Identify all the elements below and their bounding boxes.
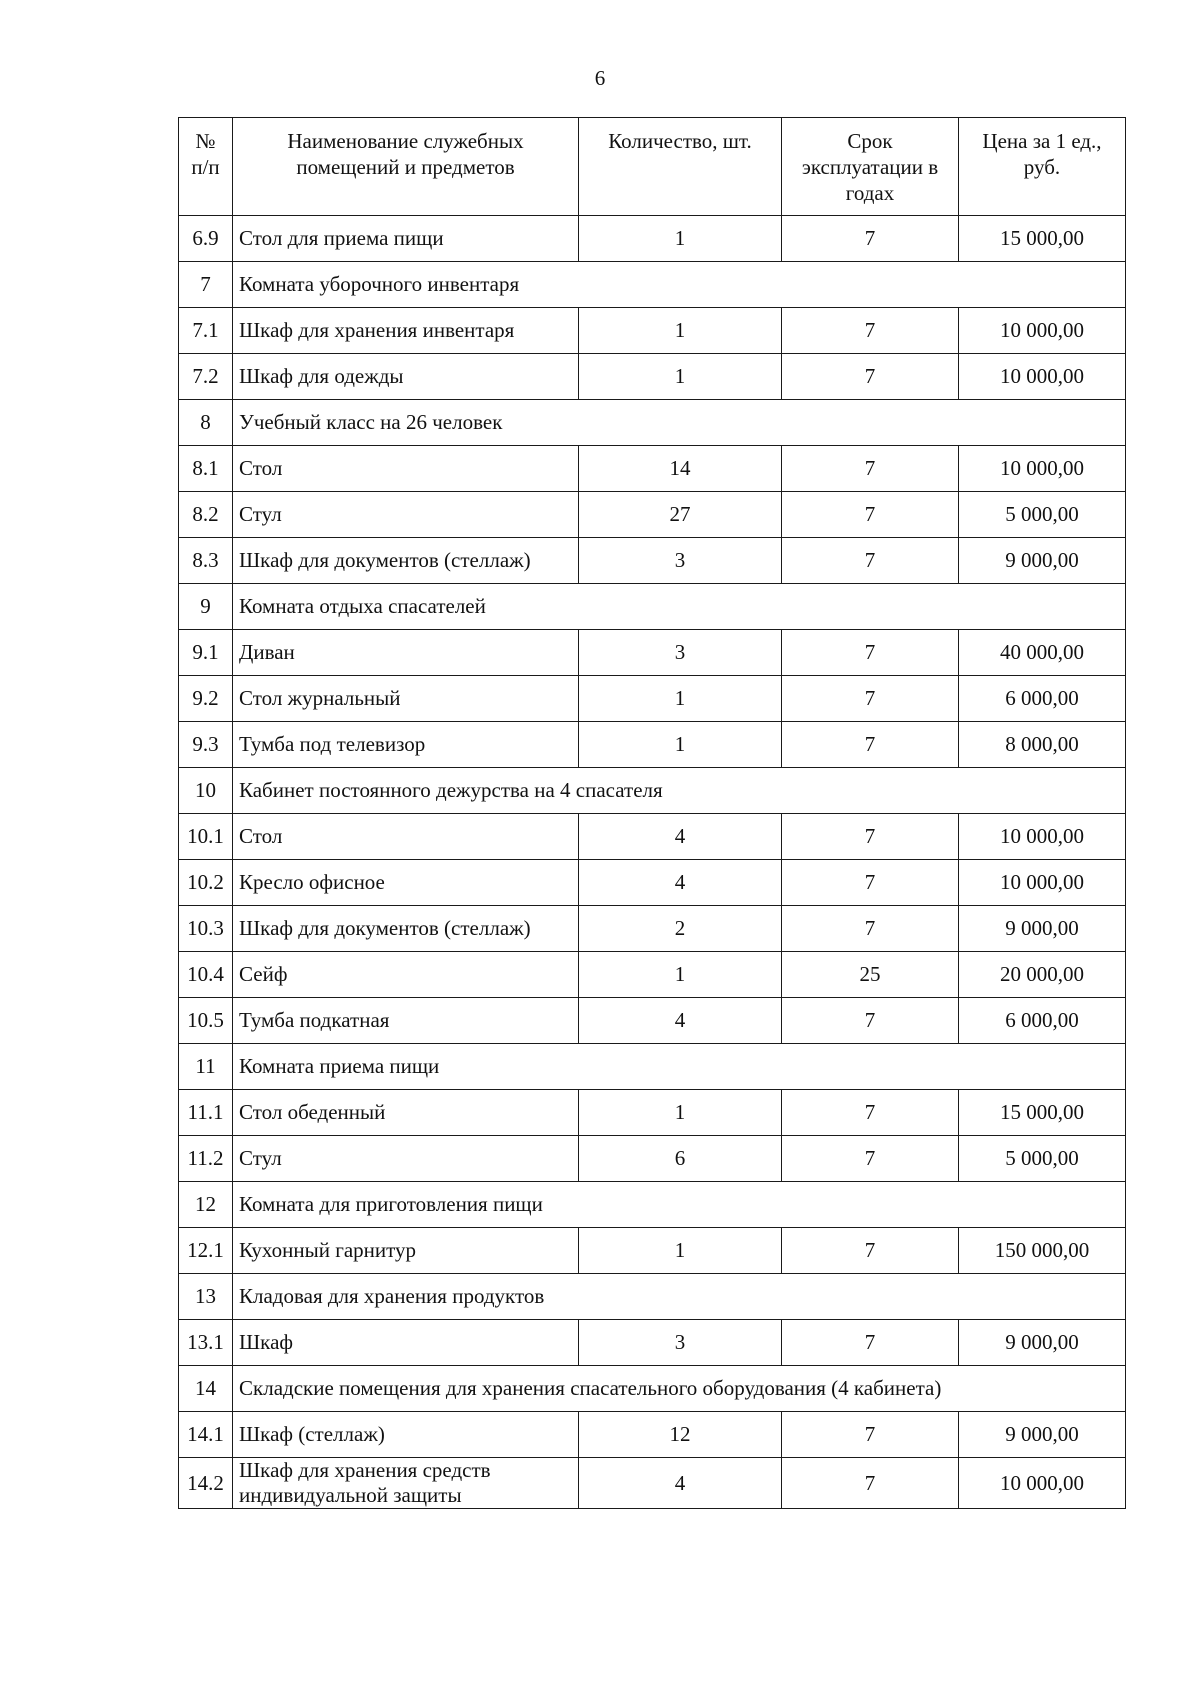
table-row [179, 860, 1126, 906]
section-row [179, 400, 1126, 446]
header-num: № п/п [179, 118, 233, 216]
quantity-cell: 3 [579, 630, 782, 676]
section-title-cell: Комната для приготовления пищи [233, 1182, 1126, 1228]
table-row [179, 1228, 1126, 1274]
service-life-cell: 7 [782, 308, 959, 354]
table-header [179, 118, 1126, 216]
unit-price-cell: 15 000,00 [959, 216, 1126, 262]
row-number-cell: 14 [179, 1366, 233, 1412]
unit-price-cell: 10 000,00 [959, 308, 1126, 354]
header-qty: Количество, шт. [579, 118, 782, 216]
row-number-cell: 13 [179, 1274, 233, 1320]
unit-price-cell: 9 000,00 [959, 906, 1126, 952]
unit-price-cell: 5 000,00 [959, 1136, 1126, 1182]
row-number-cell: 14.1 [179, 1412, 233, 1458]
service-life-cell: 7 [782, 538, 959, 584]
row-number-cell: 10.4 [179, 952, 233, 998]
item-name-cell: Стол [233, 814, 579, 860]
section-title-cell: Складские помещения для хранения спасательного оборудования (4 кабинета) [233, 1366, 1126, 1412]
item-name-cell: Сейф [233, 952, 579, 998]
service-life-cell: 7 [782, 860, 959, 906]
table-row [179, 492, 1126, 538]
table-row [179, 1090, 1126, 1136]
row-number-cell: 8 [179, 400, 233, 446]
row-number-cell: 10.3 [179, 906, 233, 952]
row-number-cell: 8.2 [179, 492, 233, 538]
quantity-cell: 6 [579, 1136, 782, 1182]
header-term: Срок эксплуатации в годах [782, 118, 959, 216]
item-name-cell: Диван [233, 630, 579, 676]
quantity-cell: 1 [579, 1090, 782, 1136]
table-row [179, 952, 1126, 998]
quantity-cell: 4 [579, 1458, 782, 1509]
section-row [179, 262, 1126, 308]
table-row [179, 722, 1126, 768]
item-name-cell: Стул [233, 492, 579, 538]
section-title-cell: Кладовая для хранения продуктов [233, 1274, 1126, 1320]
row-number-cell: 7.1 [179, 308, 233, 354]
service-life-cell: 7 [782, 998, 959, 1044]
service-life-cell: 7 [782, 722, 959, 768]
service-life-cell: 25 [782, 952, 959, 998]
table-row [179, 1320, 1126, 1366]
service-life-cell: 7 [782, 446, 959, 492]
row-number-cell: 10.2 [179, 860, 233, 906]
item-name-cell: Шкаф для одежды [233, 354, 579, 400]
service-life-cell: 7 [782, 216, 959, 262]
unit-price-cell: 9 000,00 [959, 538, 1126, 584]
table-row [179, 906, 1126, 952]
service-life-cell: 7 [782, 814, 959, 860]
row-number-cell: 10 [179, 768, 233, 814]
table-row [179, 814, 1126, 860]
unit-price-cell: 10 000,00 [959, 1458, 1126, 1509]
service-life-cell: 7 [782, 676, 959, 722]
service-life-cell: 7 [782, 1136, 959, 1182]
quantity-cell: 1 [579, 952, 782, 998]
header-price: Цена за 1 ед., руб. [959, 118, 1126, 216]
quantity-cell: 1 [579, 722, 782, 768]
service-life-cell: 7 [782, 1228, 959, 1274]
quantity-cell: 3 [579, 1320, 782, 1366]
service-life-cell: 7 [782, 906, 959, 952]
service-life-cell: 7 [782, 1320, 959, 1366]
row-number-cell: 7.2 [179, 354, 233, 400]
unit-price-cell: 6 000,00 [959, 998, 1126, 1044]
item-name-cell: Шкаф для документов (стеллаж) [233, 906, 579, 952]
quantity-cell: 3 [579, 538, 782, 584]
row-number-cell: 14.2 [179, 1458, 233, 1509]
quantity-cell: 4 [579, 860, 782, 906]
page-number: 6 [594, 66, 606, 90]
item-name-cell: Шкаф [233, 1320, 579, 1366]
unit-price-cell: 10 000,00 [959, 814, 1126, 860]
row-number-cell: 9.2 [179, 676, 233, 722]
section-row [179, 1366, 1126, 1412]
quantity-cell: 1 [579, 216, 782, 262]
quantity-cell: 4 [579, 814, 782, 860]
row-number-cell: 6.9 [179, 216, 233, 262]
row-number-cell: 9.3 [179, 722, 233, 768]
section-title-cell: Комната отдыха спасателей [233, 584, 1126, 630]
table-row [179, 308, 1126, 354]
unit-price-cell: 9 000,00 [959, 1320, 1126, 1366]
quantity-cell: 14 [579, 446, 782, 492]
quantity-cell: 1 [579, 308, 782, 354]
unit-price-cell: 10 000,00 [959, 446, 1126, 492]
table-row [179, 1458, 1126, 1509]
item-name-cell: Стол [233, 446, 579, 492]
service-life-cell: 7 [782, 1412, 959, 1458]
quantity-cell: 1 [579, 354, 782, 400]
unit-price-cell: 20 000,00 [959, 952, 1126, 998]
table-row [179, 216, 1126, 262]
unit-price-cell: 10 000,00 [959, 860, 1126, 906]
item-name-cell: Шкаф для хранения средств индивидуальной защиты [233, 1458, 579, 1509]
section-row [179, 584, 1126, 630]
service-life-cell: 7 [782, 1458, 959, 1509]
unit-price-cell: 5 000,00 [959, 492, 1126, 538]
row-number-cell: 9 [179, 584, 233, 630]
header-row [179, 118, 1126, 216]
item-name-cell: Стул [233, 1136, 579, 1182]
unit-price-cell: 8 000,00 [959, 722, 1126, 768]
table-row [179, 630, 1126, 676]
row-number-cell: 9.1 [179, 630, 233, 676]
section-row [179, 768, 1126, 814]
item-name-cell: Шкаф для хранения инвентаря [233, 308, 579, 354]
quantity-cell: 2 [579, 906, 782, 952]
section-row [179, 1274, 1126, 1320]
table-row [179, 354, 1126, 400]
row-number-cell: 11.1 [179, 1090, 233, 1136]
section-title-cell: Учебный класс на 26 человек [233, 400, 1126, 446]
row-number-cell: 11 [179, 1044, 233, 1090]
table-row [179, 676, 1126, 722]
service-life-cell: 7 [782, 630, 959, 676]
item-name-cell: Шкаф для документов (стеллаж) [233, 538, 579, 584]
table-row [179, 1136, 1126, 1182]
section-title-cell: Комната уборочного инвентаря [233, 262, 1126, 308]
service-life-cell: 7 [782, 492, 959, 538]
item-name-cell: Стол для приема пищи [233, 216, 579, 262]
row-number-cell: 8.3 [179, 538, 233, 584]
table-row [179, 998, 1126, 1044]
row-number-cell: 12 [179, 1182, 233, 1228]
unit-price-cell: 9 000,00 [959, 1412, 1126, 1458]
section-title-cell: Кабинет постоянного дежурства на 4 спасателя [233, 768, 1126, 814]
row-number-cell: 7 [179, 262, 233, 308]
equipment-table [178, 117, 1126, 1509]
service-life-cell: 7 [782, 1090, 959, 1136]
row-number-cell: 13.1 [179, 1320, 233, 1366]
row-number-cell: 11.2 [179, 1136, 233, 1182]
quantity-cell: 1 [579, 676, 782, 722]
header-name: Наименование служебных помещений и предметов [233, 118, 579, 216]
section-title-cell: Комната приема пищи [233, 1044, 1126, 1090]
item-name-cell: Тумба подкатная [233, 998, 579, 1044]
table-body [179, 216, 1126, 1509]
service-life-cell: 7 [782, 354, 959, 400]
unit-price-cell: 6 000,00 [959, 676, 1126, 722]
item-name-cell: Шкаф (стеллаж) [233, 1412, 579, 1458]
section-row [179, 1182, 1126, 1228]
unit-price-cell: 10 000,00 [959, 354, 1126, 400]
row-number-cell: 12.1 [179, 1228, 233, 1274]
table-row [179, 538, 1126, 584]
table-row [179, 446, 1126, 492]
row-number-cell: 8.1 [179, 446, 233, 492]
section-row [179, 1044, 1126, 1090]
quantity-cell: 1 [579, 1228, 782, 1274]
item-name-cell: Стол журнальный [233, 676, 579, 722]
table-row [179, 1412, 1126, 1458]
item-name-cell: Стол обеденный [233, 1090, 579, 1136]
quantity-cell: 12 [579, 1412, 782, 1458]
item-name-cell: Тумба под телевизор [233, 722, 579, 768]
row-number-cell: 10.5 [179, 998, 233, 1044]
unit-price-cell: 40 000,00 [959, 630, 1126, 676]
row-number-cell: 10.1 [179, 814, 233, 860]
item-name-cell: Кухонный гарнитур [233, 1228, 579, 1274]
quantity-cell: 27 [579, 492, 782, 538]
unit-price-cell: 15 000,00 [959, 1090, 1126, 1136]
quantity-cell: 4 [579, 998, 782, 1044]
unit-price-cell: 150 000,00 [959, 1228, 1126, 1274]
item-name-cell: Кресло офисное [233, 860, 579, 906]
